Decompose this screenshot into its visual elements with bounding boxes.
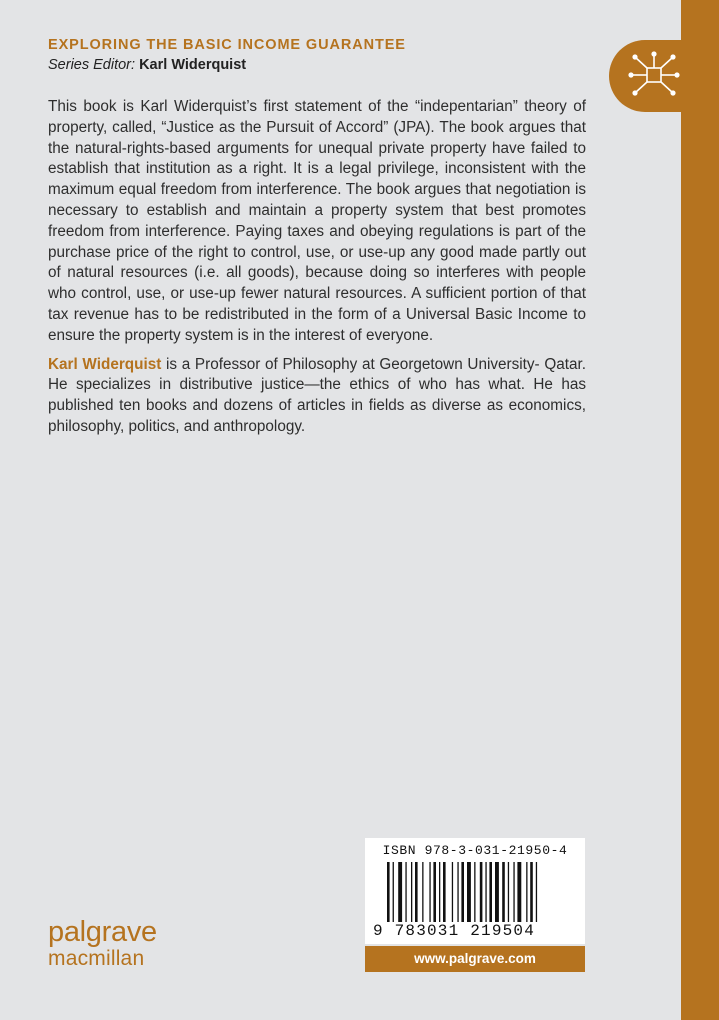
series-editor bbox=[48, 57, 246, 73]
barcode-icon bbox=[387, 862, 563, 924]
barcode-digits: 9 783031 219504 bbox=[373, 922, 583, 940]
publisher-website: www.palgrave.com bbox=[365, 946, 585, 972]
publisher-name-line1: palgrave bbox=[48, 916, 157, 948]
publisher-logo-tab bbox=[609, 40, 719, 112]
palgrave-network-logo-icon bbox=[625, 48, 685, 104]
series-editor-label: Series Editor: bbox=[48, 57, 136, 73]
book-description bbox=[48, 97, 586, 446]
barcode-box bbox=[365, 838, 585, 944]
description-paragraph: This book is Karl Widerquist’s first statement of the “indepentarian” theory of property, called, “Justice as the Pursuit of Accord” (JPA). The book argues that the natural-rights-based arguments for unequal private property have failed to establish that institution as a right. It is a legal privilege, inconsistent with the maximum equal freedom from interference. The book argues that negotiation is necessary to establish and maintain a property system that best promotes freedom from interference. Paying taxes and obeying regulations is part of the purchase price of the right to control, use, or use-up any good made partly out of natural resources (i.e. all goods), because doing so interferes with people who control, use, or use-up fewer natural resources. A sufficient portion of that tax revenue has to be redistributed in the form of a Universal Basic Income to ensure the property system is in the interest of everyone. bbox=[48, 98, 586, 344]
author-name: Karl Widerquist bbox=[48, 355, 162, 373]
publisher-name-line2: macmillan bbox=[48, 947, 145, 970]
author-bio-paragraph bbox=[48, 355, 586, 438]
author-bio-text: is a Professor of Philosophy at Georgetown University- Qatar. He specializes in distributive justice—the ethics of who has what. He has published ten books and dozens of articles in fields as diverse as economics, philosophy, politics, and anthropology. bbox=[48, 355, 586, 435]
series-editor-name: Karl Widerquist bbox=[139, 57, 247, 73]
spine-strip bbox=[681, 0, 719, 1020]
series-title: EXPLORING THE BASIC INCOME GUARANTEE bbox=[48, 37, 406, 53]
publisher-wordmark bbox=[48, 918, 157, 969]
isbn-label: ISBN 978-3-031-21950-4 bbox=[382, 843, 568, 858]
